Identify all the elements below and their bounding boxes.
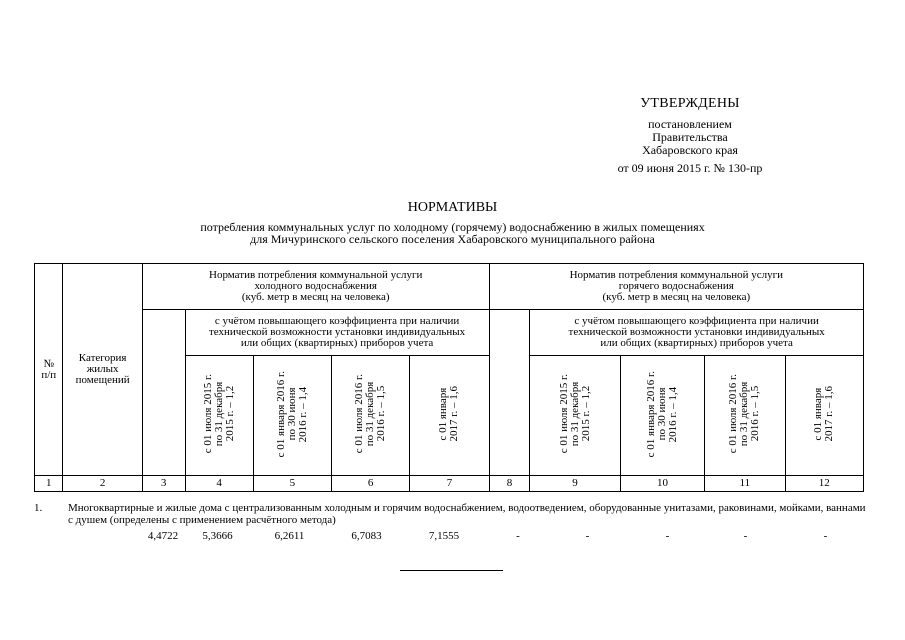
approval-line3: Хабаровского края	[642, 143, 738, 157]
col-number: 11	[705, 476, 785, 492]
row-value-col9: -	[585, 530, 590, 542]
header-category: Категория жилых помещений	[63, 264, 142, 476]
row-value-col10: -	[665, 530, 670, 542]
row-number: 1.	[34, 502, 43, 514]
row-value-col4: 5,3666	[202, 530, 233, 542]
header-period-cold-1: с 01 июля 2015 г. по 31 декабря 2015 г. – 1,2	[185, 356, 253, 476]
col-number: 9	[530, 476, 621, 492]
header-num: № п/п	[35, 264, 63, 476]
footer-divider	[400, 570, 503, 571]
col-number: 2	[63, 476, 142, 492]
col-number: 1	[35, 476, 63, 492]
approval-heading: УТВЕРЖДЕНЫ	[640, 96, 740, 111]
col-number: 4	[185, 476, 253, 492]
row-value-col7: 7,1555	[428, 530, 460, 542]
col-number: 7	[410, 476, 489, 492]
header-period-hot-4: с 01 января 2017 г. – 1,6	[785, 356, 863, 476]
header-hot-base	[489, 310, 530, 476]
approval-line1: постановлением	[648, 117, 732, 131]
row-value-col5: 6,2611	[274, 530, 305, 542]
approval-block	[560, 96, 820, 176]
header-cold-group: Норматив потребления коммунальной услуги холодного водоснабжения (куб. метр в месяц на человека)	[142, 264, 489, 310]
column-numbers-row	[35, 476, 864, 492]
row-value-col12: -	[823, 530, 828, 542]
document-title: НОРМАТИВЫ	[407, 200, 498, 215]
header-hot-group: Норматив потребления коммунальной услуги горячего водоснабжения (куб. метр в месяц на человека)	[489, 264, 863, 310]
row-value-col8: -	[516, 530, 520, 542]
header-period-hot-1: с 01 июля 2015 г. по 31 декабря 2015 г. – 1,2	[530, 356, 621, 476]
header-cold-coef: с учётом повышающего коэффициента при наличии технической возможности установки индивидуальных или общих (квартирных) приборов учета	[185, 310, 489, 356]
document-subtitle	[0, 221, 905, 245]
row-value-col3: 4,4722	[147, 530, 179, 542]
header-period-cold-2: с 01 января 2016 г. по 30 июня 2016 г. – 1,4	[253, 356, 331, 476]
row-category-text: Многоквартирные и жилые дома с централизованным холодным и горячим водоснабжением, водоотведением, оборудованные унитазами, раковинами, мойками, ваннами с душем (определены с применением расчётного метода)	[68, 502, 866, 526]
col-number: 8	[489, 476, 530, 492]
col-number: 5	[253, 476, 331, 492]
header-period-cold-3: с 01 июля 2016 г. по 31 декабря 2016 г. – 1,5	[331, 356, 409, 476]
header-cold-base	[142, 310, 185, 476]
approval-line2: Правительства	[652, 130, 728, 144]
header-hot-coef: с учётом повышающего коэффициента при наличии технической возможности установки индивидуальных или общих (квартирных) приборов учета	[530, 310, 864, 356]
norms-table	[34, 263, 864, 492]
header-period-hot-2: с 01 января 2016 г. по 30 июня 2016 г. – 1,4	[620, 356, 704, 476]
col-number: 10	[620, 476, 704, 492]
subtitle-line2: для Мичуринского сельского поселения Хабаровского муниципального района	[250, 232, 655, 246]
col-number: 3	[142, 476, 185, 492]
row-value-col6: 6,7083	[351, 530, 382, 542]
approval-date: от 09 июня 2015 г. № 130-пр	[617, 161, 763, 175]
header-period-cold-4: с 01 января 2017 г. – 1,6	[410, 356, 489, 476]
row-value-col11: -	[743, 530, 748, 542]
header-period-hot-3: с 01 июля 2016 г. по 31 декабря 2016 г. – 1,5	[705, 356, 785, 476]
col-number: 6	[331, 476, 409, 492]
col-number: 12	[785, 476, 863, 492]
subtitle-line1: потребления коммунальных услуг по холодному (горячему) водоснабжению в жилых помещениях	[200, 220, 705, 234]
